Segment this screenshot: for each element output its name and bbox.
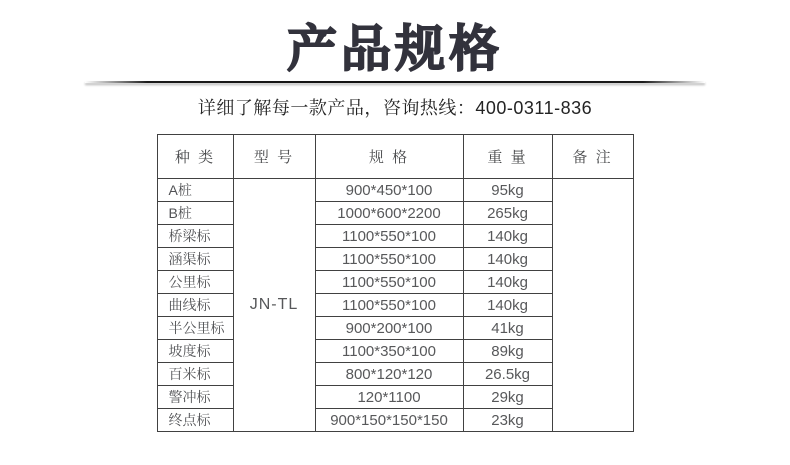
type-cell: B桩 (157, 202, 233, 225)
weight-cell: 140kg (463, 248, 552, 271)
weight-cell: 26.5kg (463, 363, 552, 386)
title-divider-line (85, 81, 705, 83)
remark-cell (552, 179, 633, 432)
type-cell: 坡度标 (157, 340, 233, 363)
column-header-spec: 规 格 (315, 135, 463, 179)
column-header-remark: 备 注 (552, 135, 633, 179)
weight-cell: 140kg (463, 225, 552, 248)
model-cell: JN-TL (233, 179, 315, 432)
spec-cell: 900*450*100 (315, 179, 463, 202)
spec-cell: 900*150*150*150 (315, 409, 463, 432)
weight-cell: 265kg (463, 202, 552, 225)
weight-cell: 140kg (463, 271, 552, 294)
type-cell: 半公里标 (157, 317, 233, 340)
column-header-weight: 重 量 (463, 135, 552, 179)
spec-cell: 900*200*100 (315, 317, 463, 340)
table-header-row (157, 135, 633, 179)
spec-cell: 1100*550*100 (315, 271, 463, 294)
type-cell: 桥梁标 (157, 225, 233, 248)
type-cell: 终点标 (157, 409, 233, 432)
type-cell: 公里标 (157, 271, 233, 294)
product-spec-table (157, 134, 634, 432)
weight-cell: 89kg (463, 340, 552, 363)
column-header-type: 种 类 (157, 135, 233, 179)
weight-cell: 41kg (463, 317, 552, 340)
type-cell: 曲线标 (157, 294, 233, 317)
type-cell: 涵渠标 (157, 248, 233, 271)
spec-cell: 1000*600*2200 (315, 202, 463, 225)
spec-cell: 120*1100 (315, 386, 463, 409)
column-header-model: 型 号 (233, 135, 315, 179)
type-cell: 百米标 (157, 363, 233, 386)
spec-cell: 800*120*120 (315, 363, 463, 386)
weight-cell: 95kg (463, 179, 552, 202)
table-row (157, 179, 633, 202)
spec-cell: 1100*550*100 (315, 294, 463, 317)
weight-cell: 29kg (463, 386, 552, 409)
weight-cell: 140kg (463, 294, 552, 317)
weight-cell: 23kg (463, 409, 552, 432)
spec-cell: 1100*350*100 (315, 340, 463, 363)
spec-cell: 1100*550*100 (315, 248, 463, 271)
product-spec-page (0, 22, 790, 465)
hotline-subtitle: 详细了解每一款产品，咨询热线：400-0311-836 (197, 98, 593, 118)
spec-cell: 1100*550*100 (315, 225, 463, 248)
page-title: 产品规格 (287, 21, 503, 77)
type-cell: 警冲标 (157, 386, 233, 409)
type-cell: A桩 (157, 179, 233, 202)
